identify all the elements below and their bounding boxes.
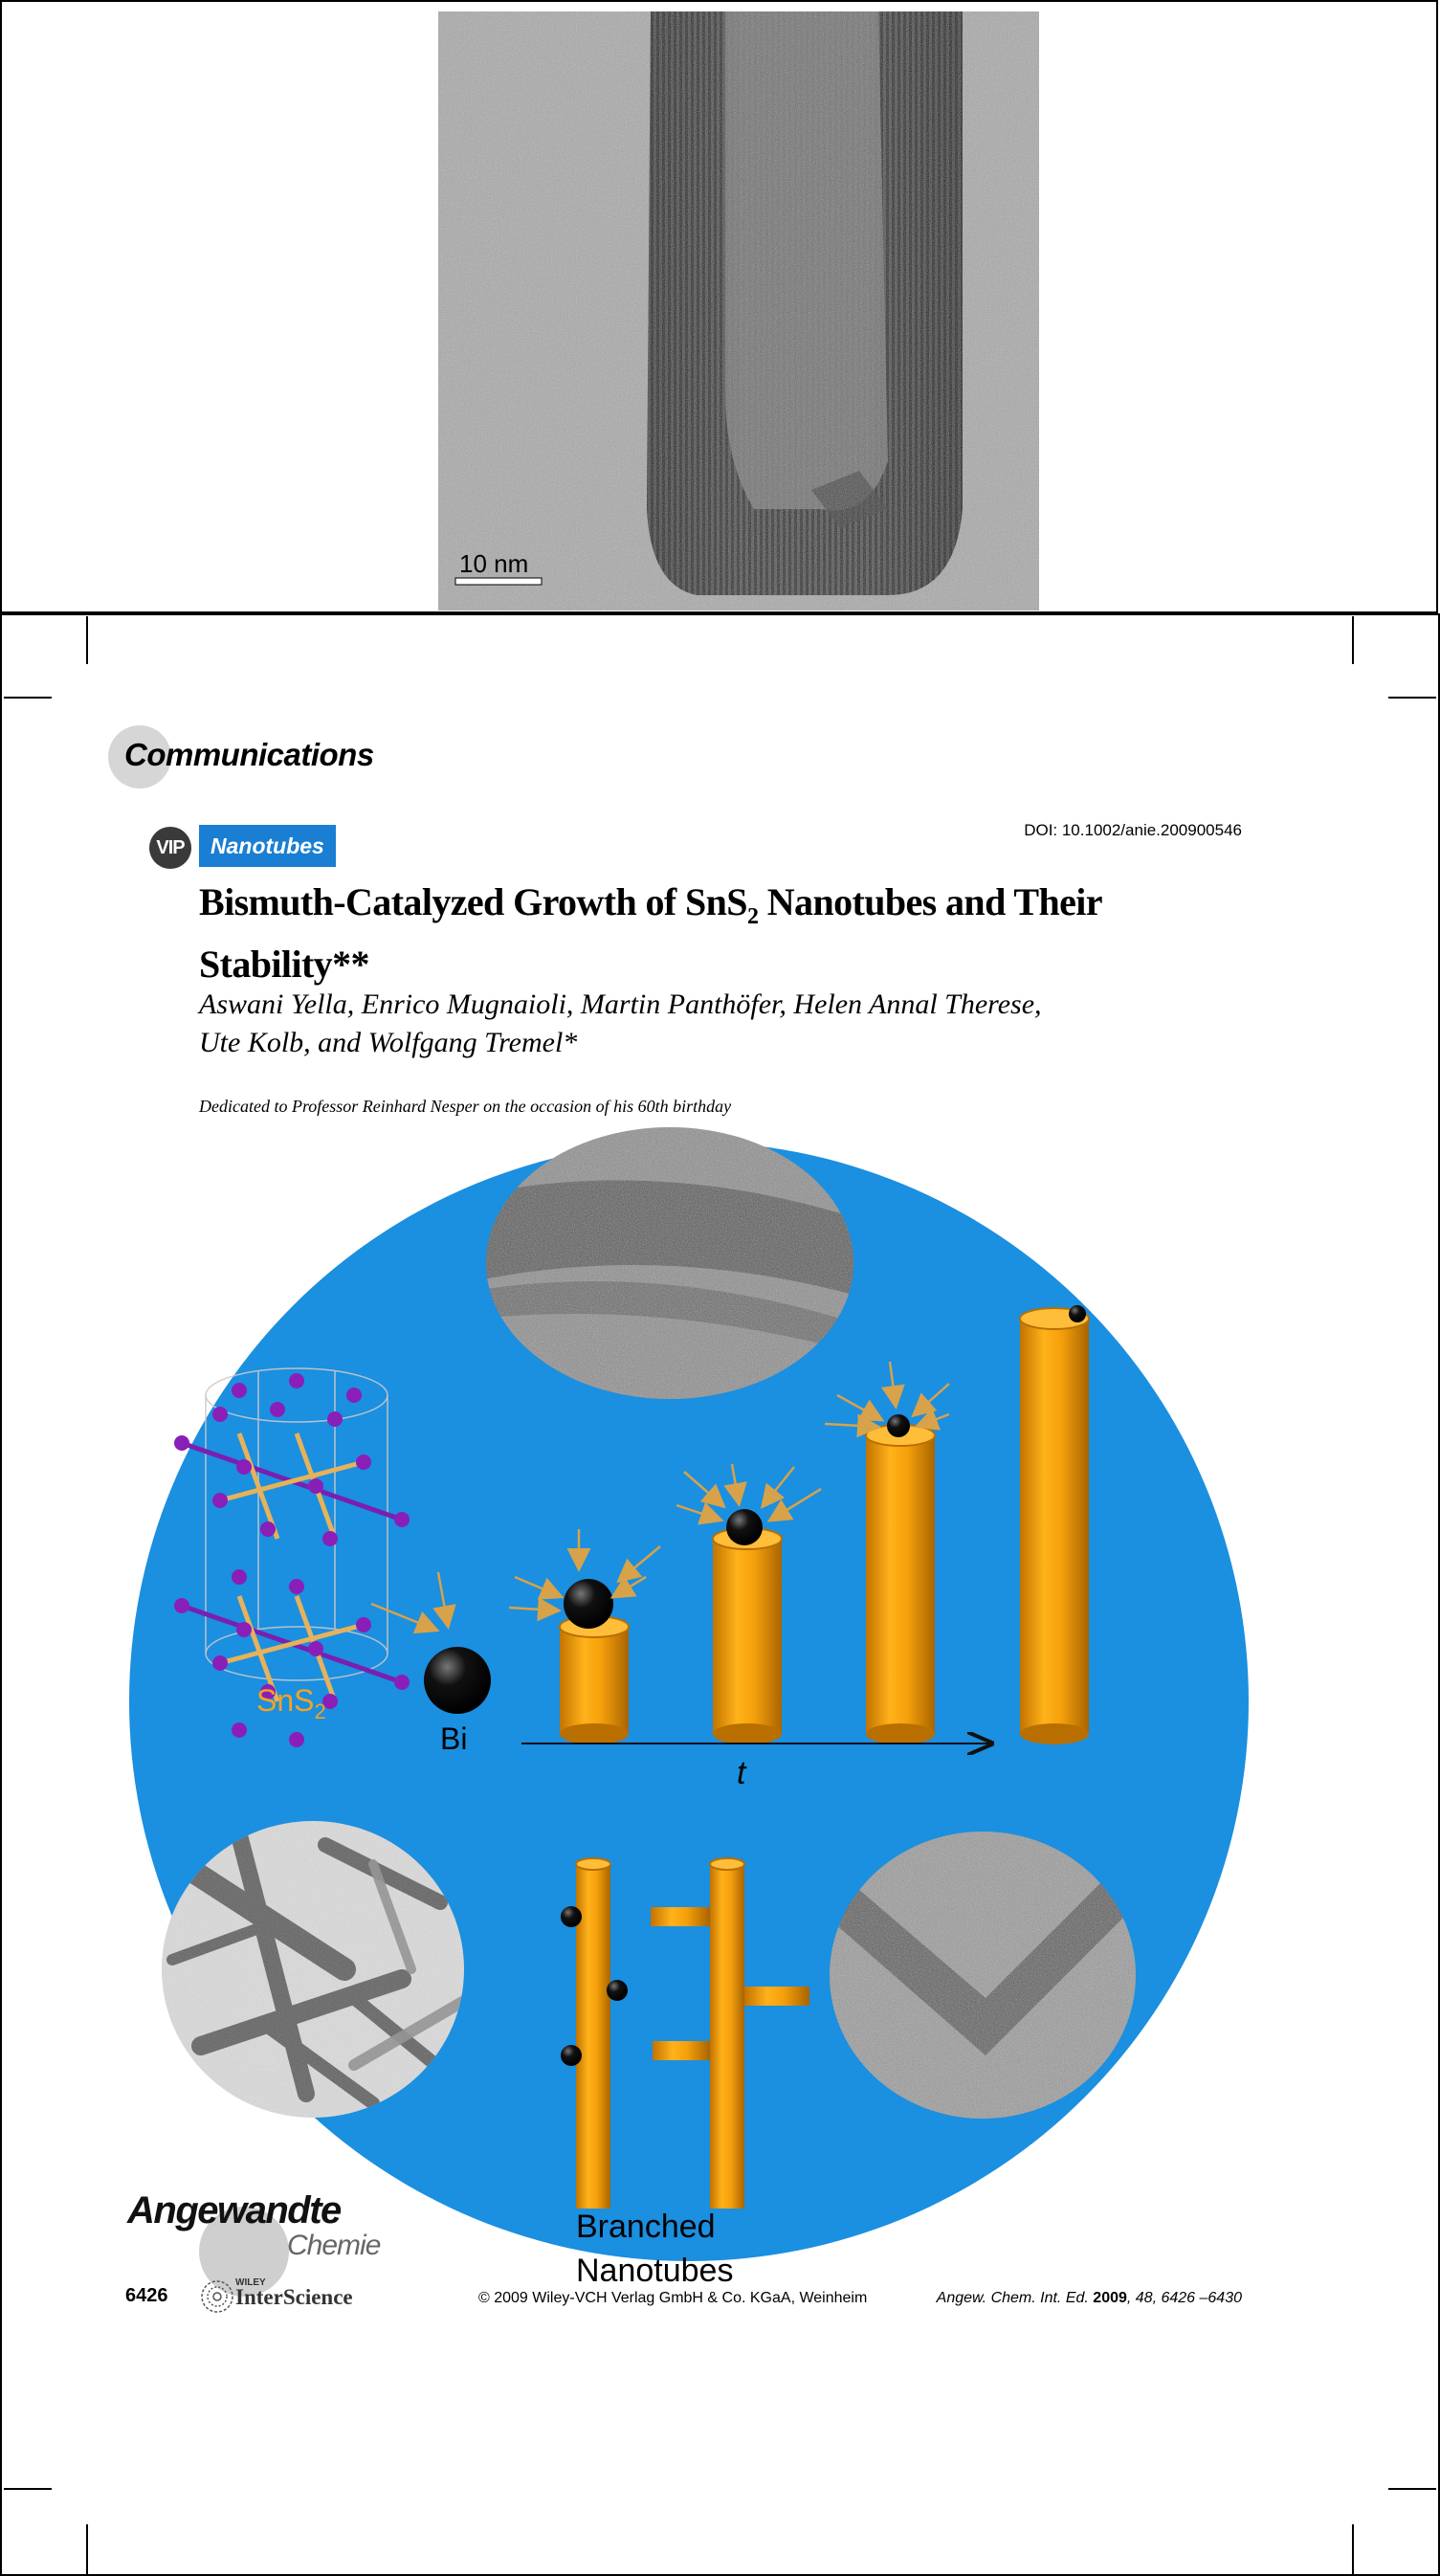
crop-mark — [4, 2488, 52, 2490]
citation — [937, 2290, 1242, 2307]
journal-logo-chemie: Chemie — [287, 2230, 381, 2261]
crop-mark — [86, 2524, 88, 2574]
branched-label-line-2: Nanotubes — [576, 2253, 734, 2289]
section-label: Communications — [124, 737, 374, 772]
crop-mark — [1352, 2524, 1354, 2574]
time-label: t — [737, 1755, 746, 1791]
bi-catalyst-ball — [424, 1647, 491, 1714]
copyright: © 2009 Wiley-VCH Verlag GmbH & Co. KGaA, Weinheim — [478, 2290, 868, 2306]
nanotube-growth-3 — [866, 1414, 935, 1744]
citation-year: 2009 — [1093, 2290, 1127, 2306]
journal-logo-angewandte: Angewandte — [127, 2189, 341, 2232]
keyword-tag: Nanotubes — [199, 825, 336, 867]
branched-label-line-1: Branched — [576, 2209, 716, 2245]
crop-mark — [1352, 616, 1354, 664]
crop-mark — [86, 616, 88, 664]
bi-label: Bi — [440, 1721, 468, 1756]
authors-line-2: Ute Kolb, and Wolfgang Tremel* — [199, 1027, 578, 1058]
citation-journal: Angew. Chem. Int. Ed. — [936, 2290, 1089, 2306]
crop-mark — [1388, 2488, 1436, 2490]
interscience-label: InterScience — [235, 2285, 353, 2309]
nanotube-growth-4 — [1020, 1305, 1089, 1744]
nanotube-growth-2 — [713, 1509, 782, 1744]
interscience-swirl-icon — [202, 2281, 233, 2312]
title-part2: Nanotubes and Their Stability** — [199, 880, 1102, 986]
crop-mark — [4, 697, 52, 699]
page-number: 6426 — [125, 2285, 168, 2306]
sns2-label: SnS — [256, 1683, 315, 1718]
authors — [199, 986, 1213, 1062]
title-part1: Bismuth-Catalyzed Growth of SnS — [199, 880, 747, 923]
doi: DOI: 10.1002/anie.200900546 — [1024, 821, 1242, 839]
crop-mark — [1388, 697, 1436, 699]
authors-line-1: Aswani Yella, Enrico Mugnaioli, Martin Panthöfer, Helen Annal Therese, — [199, 988, 1042, 1020]
tem-micrograph — [438, 11, 1039, 611]
citation-rest: , 48, 6426 –6430 — [1126, 2290, 1242, 2306]
interscience-small-label: WILEY — [235, 2277, 266, 2288]
sns2-subscript: 2 — [314, 1699, 326, 1723]
scale-bar-label: 10 nm — [459, 549, 529, 578]
vip-badge: VIP — [149, 827, 191, 869]
article-title — [199, 878, 1261, 988]
title-subscript: 2 — [746, 904, 759, 929]
dedication: Dedicated to Professor Reinhard Nesper on the occasion of his 60th birthday — [199, 1097, 732, 1116]
